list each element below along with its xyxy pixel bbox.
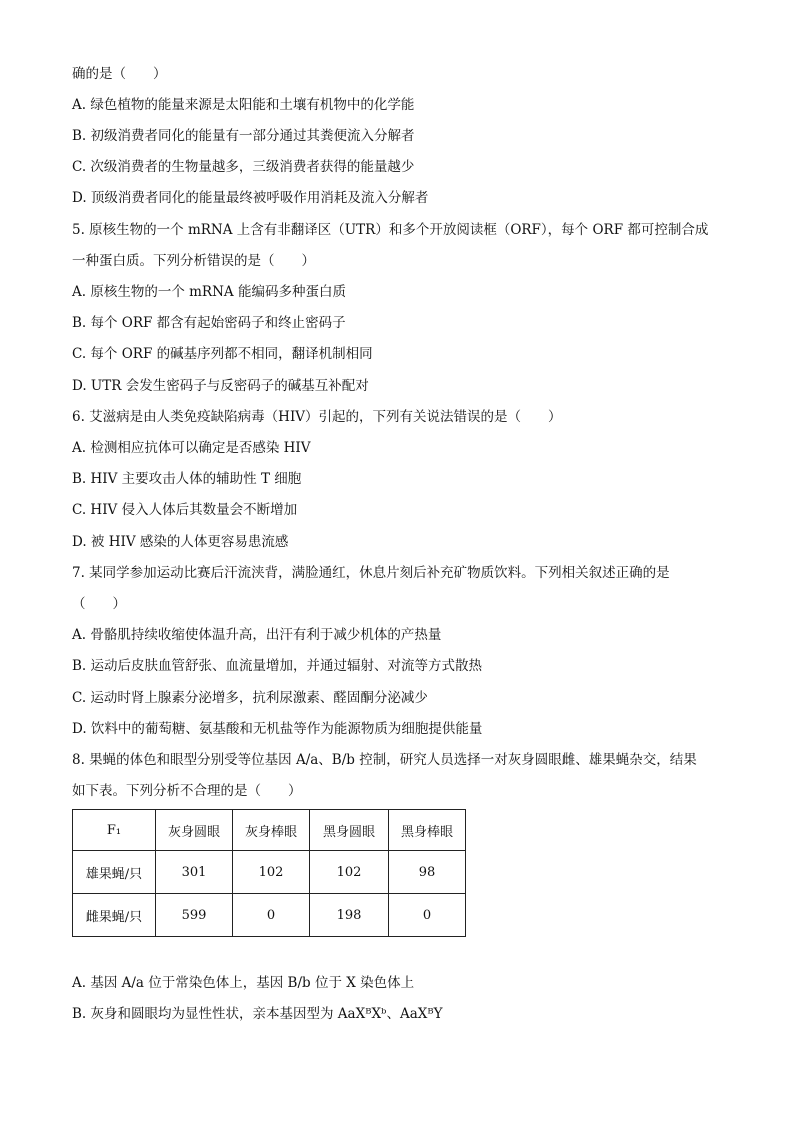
- text-line: 一种蛋白质。下列分析错误的是（ ）: [72, 253, 315, 269]
- table-cell: 雄果蝇/只: [73, 851, 156, 894]
- results-table: [72, 809, 466, 937]
- text-line: 确的是（ ）: [72, 66, 167, 82]
- table-header-row: [73, 810, 466, 851]
- table-cell: 0: [233, 894, 310, 937]
- table-row: [73, 851, 466, 894]
- text-line: C. 每个 ORF 的碱基序列都不相同，翻译机制相同: [72, 346, 373, 362]
- text-line: A. 绿色植物的能量来源是太阳能和土壤有机物中的化学能: [72, 97, 415, 113]
- table-cell: 102: [310, 851, 389, 894]
- text-line: D. UTR 会发生密码子与反密码子的碱基互补配对: [72, 378, 369, 394]
- text-line: 如下表。下列分析不合理的是（ ）: [72, 783, 302, 799]
- table-cell: 102: [233, 851, 310, 894]
- question-6: 6. 艾滋病是由人类免疫缺陷病毒（HIV）引起的，下列有关说法错误的是（ ）: [72, 409, 562, 425]
- text-line: C. 次级消费者的生物量越多，三级消费者获得的能量越少: [72, 159, 415, 175]
- table-header-cell: F₁: [73, 810, 156, 851]
- text-line: D. 被 HIV 感染的人体更容易患流感: [72, 534, 289, 550]
- text-line: A. 基因 A/a 位于常染色体上，基因 B/b 位于 X 染色体上: [72, 975, 415, 991]
- question-5: 5. 原核生物的一个 mRNA 上含有非翻译区（UTR）和多个开放阅读框（ORF），每个 ORF 都可控制合成: [72, 222, 709, 238]
- text-line: B. 每个 ORF 都含有起始密码子和终止密码子: [72, 315, 346, 331]
- text-line: A. 骨骼肌持续收缩使体温升高，出汗有利于减少机体的产热量: [72, 627, 442, 643]
- table-cell: 98: [389, 851, 466, 894]
- table-header-cell: 黑身棒眼: [389, 810, 466, 851]
- text-line: C. 运动时肾上腺素分泌增多，抗利尿激素、醛固酮分泌减少: [72, 690, 428, 706]
- table-cell: 雌果蝇/只: [73, 894, 156, 937]
- text-line: A. 检测相应抗体可以确定是否感染 HIV: [72, 440, 311, 456]
- text-line: B. 运动后皮肤血管舒张、血流量增加，并通过辐射、对流等方式散热: [72, 658, 483, 674]
- table-row: [73, 894, 466, 937]
- table-header-cell: 灰身圆眼: [156, 810, 233, 851]
- text-line: A. 原核生物的一个 mRNA 能编码多种蛋白质: [72, 284, 346, 300]
- text-line: B. 初级消费者同化的能量有一部分通过其粪便流入分解者: [72, 128, 415, 144]
- question-8: 8. 果蝇的体色和眼型分别受等位基因 A/a、B/b 控制，研究人员选择一对灰身圆眼雌、雄果蝇杂交，结果: [72, 752, 697, 768]
- text-line: B. HIV 主要攻击人体的辅助性 T 细胞: [72, 471, 302, 487]
- table-header-cell: 灰身棒眼: [233, 810, 310, 851]
- text-line: D. 顶级消费者同化的能量最终被呼吸作用消耗及流入分解者: [72, 190, 429, 206]
- text-line: （ ）: [72, 596, 126, 612]
- text-line: D. 饮料中的葡萄糖、氨基酸和无机盐等作为能源物质为细胞提供能量: [72, 721, 483, 737]
- table-cell: 0: [389, 894, 466, 937]
- text-line: B. 灰身和圆眼均为显性性状，亲本基因型为 AaXᴮXᵇ、AaXᴮY: [72, 1006, 443, 1022]
- table-cell: 599: [156, 894, 233, 937]
- table-cell: 301: [156, 851, 233, 894]
- table-header-cell: 黑身圆眼: [310, 810, 389, 851]
- question-7: 7. 某同学参加运动比赛后汗流浃背，满脸通红，休息片刻后补充矿物质饮料。下列相关叙述正确的是: [72, 565, 670, 581]
- text-line: C. HIV 侵入人体后其数量会不断增加: [72, 502, 298, 518]
- table-cell: 198: [310, 894, 389, 937]
